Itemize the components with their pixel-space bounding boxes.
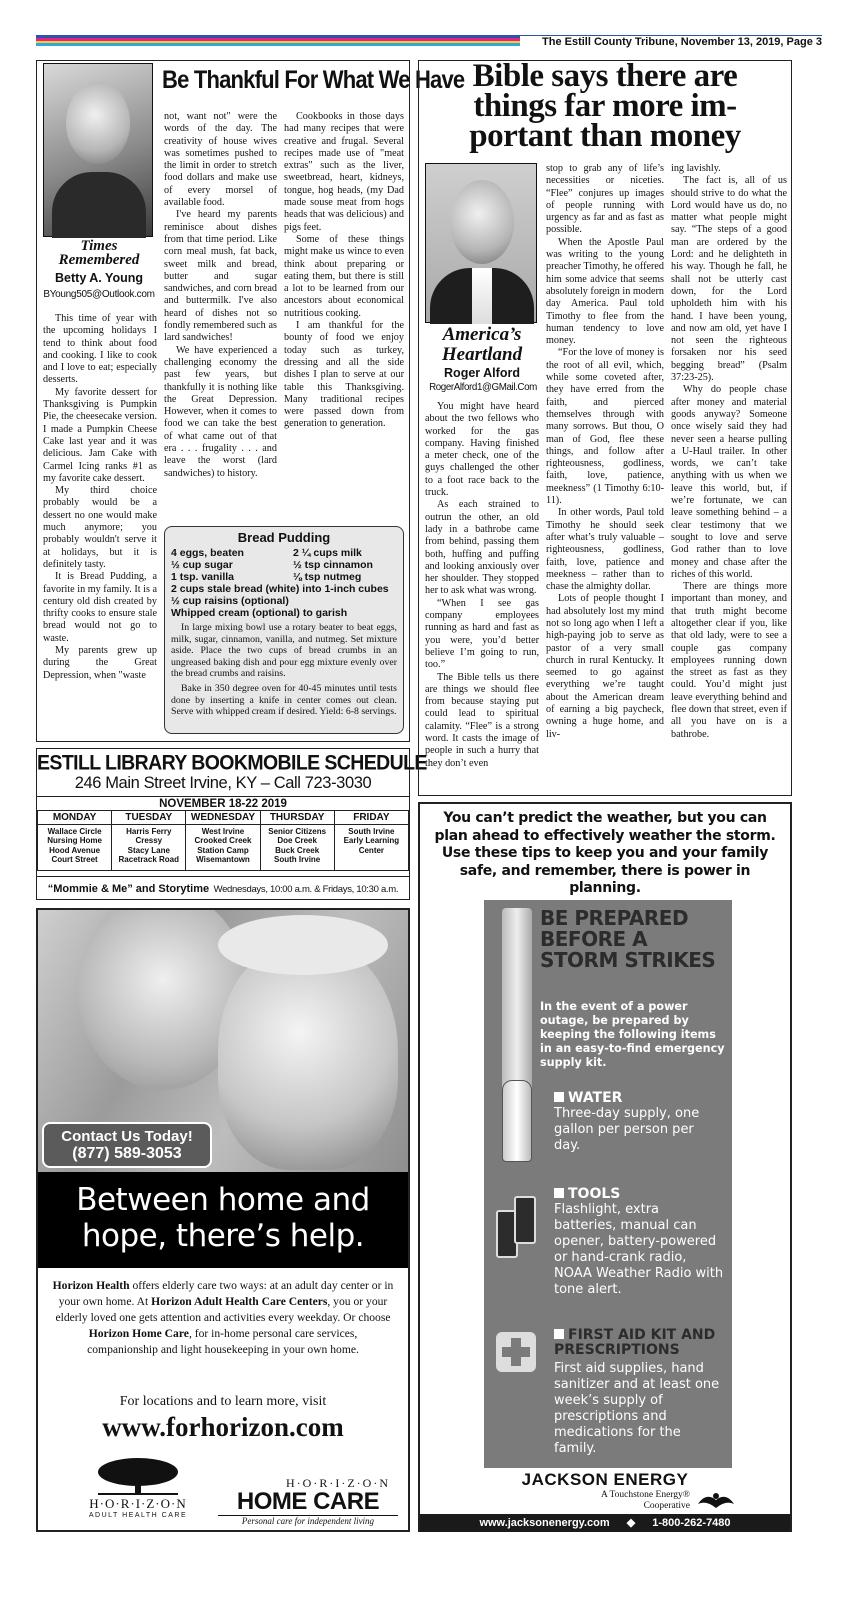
- brand-name: JACKSON ENERGY: [521, 1470, 689, 1489]
- footer-phone[interactable]: 1-800-262-7480: [652, 1517, 731, 1529]
- paragraph: “When I see gas company employees running as hard and fast as you were, you’d better believe I’m going to run, too.”: [425, 597, 539, 671]
- contact-line: Contact Us Today!: [61, 1128, 193, 1145]
- paragraph: Some of these things might make us wince to even think about preparing or eating them, but there is still a lot to be learned from our ancestors about economical nutritious cooking.: [284, 233, 404, 319]
- ingredient: ½ cup raisins (optional): [171, 595, 289, 607]
- logo-text: HOME CARE: [236, 1488, 380, 1515]
- tip-tools: [554, 1186, 724, 1298]
- brand-mention: Horizon Health: [52, 1279, 130, 1292]
- stop-name: Racetrack Road: [118, 855, 180, 865]
- storm-panel: [484, 900, 732, 1468]
- stop-name: South Irvine: [348, 827, 395, 836]
- brand-mention: Horizon Adult Health Care Centers: [151, 1295, 328, 1308]
- brand-mention: Horizon Home Care: [88, 1327, 189, 1340]
- stop-name: Wallace Circle: [47, 827, 102, 836]
- bookmobile-subtitle: 246 Main Street Irvine, KY – Call 723-3030: [74, 774, 372, 792]
- day-stops: [112, 825, 186, 871]
- stop-name: Hood Avenue: [49, 845, 101, 855]
- day-header: MONDAY: [38, 811, 112, 825]
- bookmobile-table: [37, 810, 409, 871]
- checkbox-icon: [554, 1188, 564, 1198]
- day-stops: [334, 825, 408, 871]
- locations-text: For locations and to learn more, visit: [119, 1394, 327, 1409]
- headline: Between home and: [76, 1182, 370, 1218]
- logo-text: H·O·R·I·Z·O·N: [89, 1496, 187, 1511]
- ingredient: ½ tsp cinnamon: [293, 559, 373, 571]
- tip-label: FIRST AID KIT AND PRESCRIPTIONS: [554, 1327, 716, 1358]
- author-photo-betty: [43, 63, 153, 237]
- column-c: [284, 111, 404, 431]
- stop-name: South Irvine: [274, 855, 321, 865]
- day-header: WEDNESDAY: [186, 811, 260, 825]
- times-remembered-box: [36, 60, 465, 742]
- paragraph: My third choice probably would be a dessert no one would make much anymore; you probably wouldn't serve it at holidays, but it is definitely tasty.: [43, 485, 157, 570]
- paragraph: As each strained to outrun the other, an old lady in a bathrobe came from behind, passing them both, huffing and puffing and looking anxiously over her shoulder. They stopped her to ask what was wrong.: [425, 499, 539, 597]
- logo-adult-health-care: [68, 1456, 208, 1526]
- paragraph: Why do people chase after money and material goods anyway? Someone once wisely said they had never seen a hearse pulling a U-Haul trailer. In other words, we can’t take anything with us when we leave this world, but, if we’re fortunate, we can leave something behind – a clear testimony that we sought to love and serve God rather than to love money and chase after the riches of this world.: [671, 384, 787, 580]
- day-header: THURSDAY: [260, 811, 334, 825]
- brand-subline: A Touchstone Energy® Cooperative: [600, 1490, 690, 1511]
- stop-name: Center: [358, 845, 385, 855]
- contact-phone: (877) 589-3053: [72, 1145, 182, 1162]
- ingredient: Whipped cream (optional) to garish: [171, 607, 348, 619]
- bookmobile-footer: [37, 876, 409, 897]
- paragraph: The Bible tells us there are things we should flee from because staying put could lead to spiritual calamity. “Flee” is a strong word. It casts the image of people in such a hurry that they don’t even: [425, 671, 539, 769]
- tip-text: Three-day supply, one gallon per person per day.: [554, 1106, 700, 1153]
- panel-intro: In the event of a power outage, be prepared by keeping the following items in an easy-to-find emergency supply kit.: [540, 1000, 725, 1069]
- tip-label: WATER: [568, 1090, 623, 1106]
- recipe-step: Bake in 350 degree oven for 40-45 minutes until tests done by inserting a knife in center comes out clean. Serve with whipped cream if desired. Yield: 6-8 servings.: [171, 682, 397, 718]
- horizon-health-ad: [36, 908, 410, 1532]
- paragraph: It is Bread Pudding, a favorite in my family. It is a century old dish created by thrifty cooks to ensure stale bread would not go to waste.: [43, 571, 157, 644]
- storytime-label: “Mommie & Me” and Storytime: [47, 883, 210, 895]
- logo-home-care: [218, 1476, 398, 1526]
- checkbox-icon: [554, 1092, 564, 1102]
- contact-badge: [42, 1122, 212, 1168]
- ingredient: 4 eggs, beaten: [171, 547, 244, 559]
- stop-name: Doe Creek: [277, 836, 317, 846]
- water-bottle-icon: [502, 1080, 532, 1162]
- paragraph: My parents grew up during the Great Depression, when "waste: [43, 645, 157, 681]
- storytime-times: Wednesdays, 10:00 a.m. & Fridays, 10:30 a.m.: [213, 884, 399, 895]
- jackson-energy-ad: [418, 802, 792, 1532]
- day-stops: [260, 825, 334, 871]
- recipe-title: Bread Pudding: [237, 530, 331, 545]
- touchstone-logo-icon: [696, 1490, 736, 1512]
- column-title: Be Thankful For What We Have: [162, 65, 465, 94]
- footer-url[interactable]: www.jacksonenergy.com: [479, 1517, 610, 1529]
- stop-name: Station Camp: [197, 845, 249, 855]
- column-c: [671, 163, 787, 741]
- author-name: Roger Alford: [444, 366, 520, 380]
- paragraph: “For the love of money is the root of all evil, which, while some coveted after, they have erred from the faith, and pierced themselves through with many sorrows. But thou, O man of God, flee these things, and follow after righteousness, godliness, faith, love, patience, meekness” (1 Timothy 6:10-11).: [546, 347, 664, 507]
- ad-body: Horizon Health offers elderly care two ways: at an adult day center or in your own home. At Horizon Adult Health Care Centers, you or your elderly loved one gets attention and activities every weekday. Or choose Horizon Home Care, for in-home personal care services, companionship and light housekeeping in your own home.: [52, 1279, 394, 1356]
- author-photo-roger: [425, 163, 537, 323]
- stop-name: Cressy: [135, 836, 163, 846]
- column-b: [546, 163, 664, 741]
- stop-name: Early Learning: [343, 836, 400, 846]
- paragraph: In other words, Paul told Timothy he should seek after what’s truly valuable – righteousness, godliness, faith, love, patience and meekness – rather than to chase the almighty dollar.: [546, 507, 664, 593]
- stop-name: Crooked Creek: [194, 836, 252, 846]
- americas-heartland-box: [418, 60, 792, 796]
- headline-bar: [38, 1172, 408, 1268]
- ingredient: 1 tsp. vanilla: [171, 571, 235, 583]
- day-stops: [186, 825, 260, 871]
- bookmobile-title: ESTILL LIBRARY BOOKMOBILE SCHEDULE: [37, 750, 427, 776]
- bookmobile-dates: NOVEMBER 18-22 2019: [37, 796, 409, 810]
- logo-text: H·O·R·I·Z·O·N: [286, 1476, 390, 1490]
- stop-name: Stacy Lane: [127, 845, 170, 855]
- tip-water: [554, 1090, 724, 1154]
- column-name: Times Remembered: [58, 238, 140, 268]
- column-a: [425, 401, 539, 770]
- stop-name: Buck Creek: [275, 845, 320, 855]
- column-b: [164, 111, 277, 480]
- tree-icon: [93, 1456, 183, 1496]
- author-email: BYoung505@Outlook.com: [43, 289, 155, 300]
- logo-subtext: ADULT HEALTH CARE: [88, 1512, 188, 1519]
- article-title: Bible says there are things far more im- portant than money: [469, 58, 741, 154]
- masthead: The Estill County Tribune, November 13, 2019, Page 3: [520, 36, 822, 48]
- logo-tagline: Personal care for independent living: [218, 1515, 398, 1526]
- column-a: [43, 313, 157, 682]
- paragraph: I am thankful for the bounty of food we enjoy today such as turkey, dressing and all the side dishes I plan to serve at our table this Thanksgiving. Many traditional recipes were passed down from generation to generation.: [284, 320, 404, 430]
- panel-title: BE PREPARED BEFORE A STORM STRIKES: [540, 906, 716, 972]
- paragraph: My favorite dessert for Thanksgiving is Pumpkin Pie, the cheesecake version. I made a Pumpkin Cheese Cake last year and it was delicious. Jam Cake with Carmel Icing ranks #1 as my favorite cake dessert.: [43, 386, 157, 484]
- website-url[interactable]: www.forhorizon.com: [102, 1412, 344, 1442]
- paragraph: Lots of people thought I had absolutely lost my mind not so long ago when I left a high-paying job to serve as pastor of a very small church in rural Kentucky. It seemed to go against everything we’re taught about the American dream of earning a big paycheck, owning a huge home, and liv-: [546, 593, 664, 740]
- tip-text: Flashlight, extra batteries, manual can opener, battery-powered or hand-crank radio, NOAA Weather Radio with tone alert.: [554, 1202, 724, 1297]
- day-header: FRIDAY: [334, 811, 408, 825]
- tip-first-aid: [554, 1328, 724, 1457]
- stop-name: Senior Citizens: [268, 827, 327, 836]
- paragraph: You might have heard about the two fellows who worked for the gas company. Having finished a meter check, one of the guys challenged the other to a foot race back to the truck.: [425, 401, 539, 499]
- paragraph: not, want not" were the words of the day. The creativity of house wives was sometimes pushed to the limit in order to stretch food dollars and make use of every morsel of available food.: [164, 111, 277, 209]
- day-header: TUESDAY: [112, 811, 186, 825]
- ad-headline: You can’t predict the weather, but you can plan ahead to effectively weather the storm. Use these tips to keep you and your family safe, and remember, there is power in planning.: [434, 810, 776, 896]
- paragraph: ing lavishly.: [671, 163, 721, 174]
- paragraph: The fact is, all of us should strive to do what the Lord would have us do, no matter what people might say. “The steps of a good man are ordered by the Lord: and he delighteth in his way. Though he fall, he shall not be utterly cast down, for the Lord upholdeth him with his hand. I have been young, and now am old, yet have I not seen the righteous forsaken nor his seed begging bread” (Psalm 37:23-25).: [671, 175, 787, 384]
- column-name: America’s Heartland: [441, 324, 523, 365]
- paragraph: stop to grab any of life’s necessities or niceties. “Flee” conjures up images of people running with urgency as far and as fast as possible.: [546, 163, 664, 236]
- tip-label: TOOLS: [568, 1186, 621, 1202]
- recipe-step: In large mixing bowl use a rotary beater to beat eggs, milk, sugar, cinnamon, vanilla, and nutmeg. Set mixture aside. Place the two cups of bread crumbs in an ungreased baking dish and pour egg mixture evenly over the bread crumbs and raisins.: [171, 622, 397, 680]
- paragraph: We have experienced a challenging economy the past few years, but thankfully it is nothing like the Great Depression. However, when it comes to food we can take the best of what came out of that era . . . frugality . . . and leave the worst (lard sandwiches) to history.: [164, 344, 277, 479]
- author-name: Betty A. Young: [55, 271, 143, 285]
- bookmobile-schedule: [36, 748, 427, 900]
- paragraph: There are things more important than money, and that truth might become altogether clear if you, like that old lady, were to see a couple gas company employees running down the street as fast as they could. You’d might just leave everything behind and flee down that street, even if all you have on is a bathrobe.: [671, 581, 787, 740]
- author-email: RogerAlford1@GMail.Com: [429, 382, 537, 393]
- ingredient: 2 cups stale bread (white) into 1-inch cubes: [171, 583, 389, 595]
- battery-icon: [496, 1196, 536, 1258]
- recipe-box: [164, 526, 404, 734]
- stop-name: Court Street: [51, 855, 98, 865]
- paragraph: I've heard my parents reminisce about dishes from that time period. Like corn meal mush, fat back, sweet milk and bread, butter and sugar sandwiches, and corn bread and buttermilk. I've also heard of dishes not so fondly remembered such as lard sandwiches!: [164, 209, 277, 344]
- stop-name: West Irvine: [201, 827, 245, 836]
- tip-text: First aid supplies, hand sanitizer and at least one week’s supply of prescriptions and medications for the family.: [554, 1361, 720, 1456]
- paragraph: Cookbooks in those days had many recipes that were creative and frugal. Several recipes made use of "meat extras" such as the liver, sweetbread, heart, kidneys, tongue, hog heads, (my Dad made souse meat from hogs heads that was delicious) and pigs feet.: [284, 111, 404, 233]
- checkbox-icon: [554, 1329, 564, 1339]
- paragraph: This time of year with the upcoming holidays I tend to think about food and cooking. I like to cook and I love to eat; especially desserts.: [43, 313, 157, 386]
- ingredient: ⅛ tsp nutmeg: [293, 571, 362, 583]
- headline: hope, there’s help.: [81, 1218, 365, 1254]
- stop-name: Harris Ferry: [126, 827, 172, 836]
- day-stops: [38, 825, 112, 871]
- ad-footer-bar: www.jacksonenergy.com ◆ 1-800-262-7480: [420, 1514, 790, 1532]
- ingredient: ½ cup sugar: [171, 559, 233, 571]
- paragraph: When the Apostle Paul was writing to the young preacher Timothy, he offered him some advice that seems absolutely foreign in modern day America. Paul told Timothy to flee from the human tendency to love money.: [546, 236, 664, 347]
- first-aid-icon: [496, 1332, 536, 1372]
- ingredient: 2 ¼ cups milk: [293, 547, 362, 559]
- stop-name: Wisemantown: [196, 855, 250, 865]
- stop-name: Nursing Home: [47, 836, 102, 846]
